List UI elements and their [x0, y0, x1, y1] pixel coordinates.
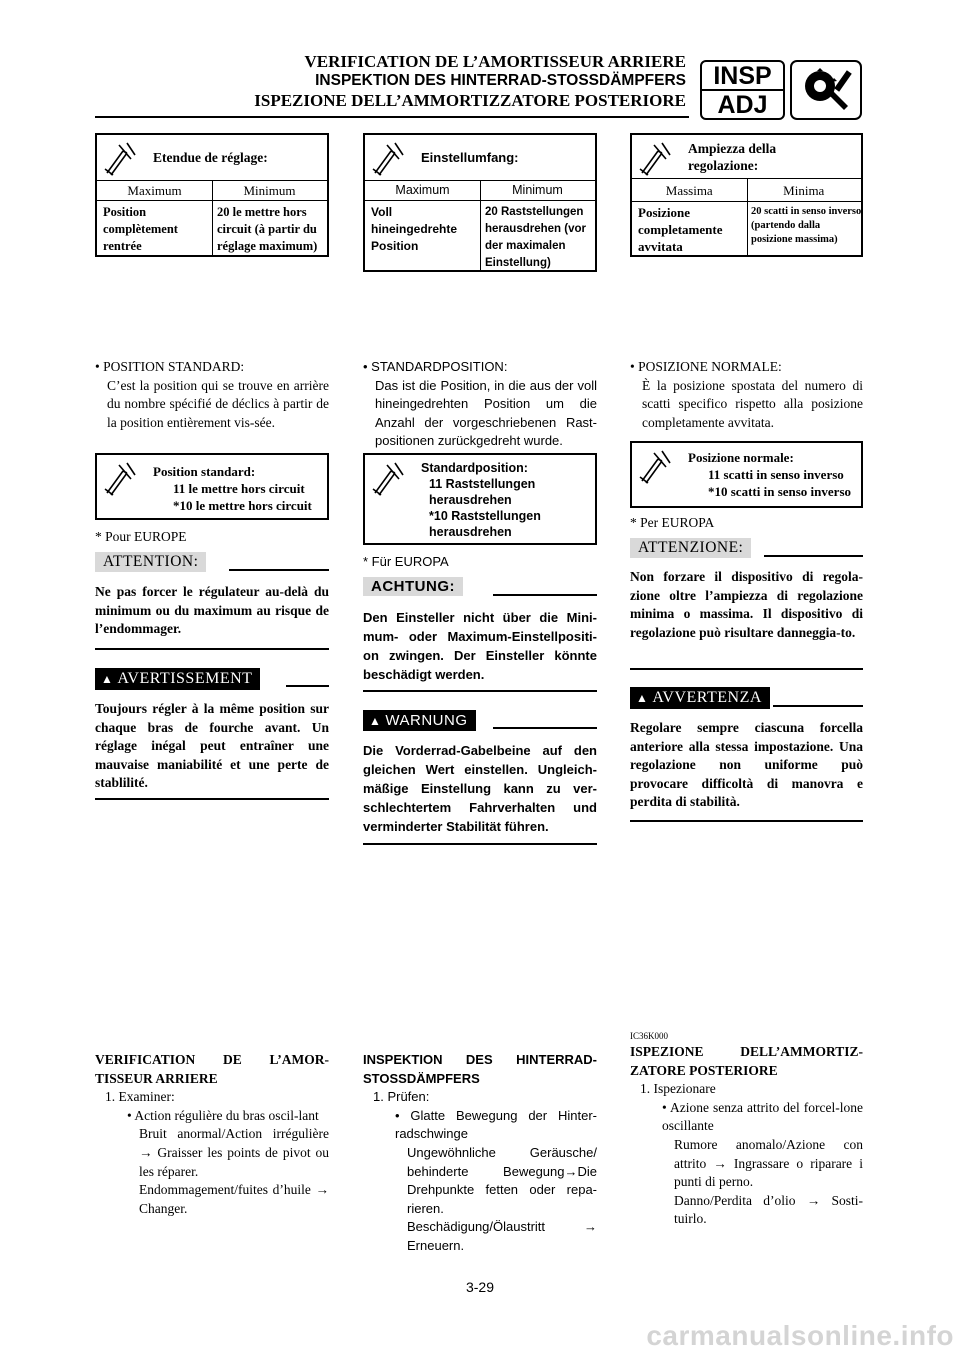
- warning-tag: [363, 710, 476, 731]
- title-fr: VERIFICATION DE L’AMORTISSEUR ARRIERE: [304, 52, 686, 71]
- page-number: 3-29: [465, 1279, 495, 1295]
- attention-text-fr: Ne pas forcer le régulateur au-delà du minimum ou du maximum au risque de l’endommager.: [95, 584, 329, 637]
- std-title: • STANDARDPOSITION:: [363, 359, 508, 374]
- spec-table-fr: [95, 133, 329, 257]
- col-max: Maximum: [127, 183, 182, 198]
- std-text: È la posizione spostata del numero di scatti specifico rispetto alla posizione completamente avvitata.: [642, 377, 863, 430]
- spec-min-value: 20 Raststellungen herausdrehen (vor der maximalen Einstellung): [485, 206, 586, 269]
- section-it: [630, 1043, 863, 1229]
- spec-max-value: Posizione completamente avvitata: [638, 205, 723, 254]
- footnote-de: * Für EUROPA: [363, 554, 449, 569]
- warning-tag: [630, 687, 770, 709]
- attention-tag: ATTENZIONE:: [630, 538, 751, 558]
- spec-min-value: 20 le mettre hors circuit (à partir du réglage maximum): [217, 205, 318, 253]
- bullet-2: Rumore anomalo/Azione con attrito → Ingrassare o riparare i punti di perno.: [674, 1136, 863, 1190]
- section-title: ISPEZIONE DELL’AMMORTIZ-ZATORE POSTERIORE: [630, 1044, 863, 1078]
- section-title: INSPEKTION DES HINTERRAD-STOSSDÄMPFERS: [363, 1052, 597, 1086]
- std-box-fr: [95, 453, 329, 520]
- section-fr: [95, 1051, 329, 1218]
- warning-fr: [95, 668, 260, 690]
- std-position-it: [630, 358, 863, 432]
- wrench-note-icon: [636, 447, 680, 485]
- std-box-value-1: 11 Raststellungen herausdrehen: [429, 477, 536, 507]
- warning-label: AVERTISSEMENT: [117, 670, 253, 687]
- warning-text-it: Regolare sempre ciascuna forcella anteriore alla stessa impostazione. Una regolazione non uniforme può provocare difficoltà di manovra e perdita di stabilità.: [630, 720, 863, 810]
- warning-text-fr: Toujours régler à la même position sur chaque bras de fourche avant. Un réglage inégal peut entraîner une mauvaise maniabilité et une perte de stablilité.: [95, 701, 329, 791]
- warning-triangle-icon: ▲: [636, 691, 649, 705]
- std-text: C’est la position qui se trouve en arrière du nombre spécifié de déclics à partir de la position entièrement vis-sée.: [107, 377, 329, 430]
- section-code: IC36K000: [630, 1031, 668, 1041]
- header-rule: [95, 116, 689, 118]
- bullet-3: Beschädigung/Ölaustritt → Erneuern.: [407, 1219, 597, 1253]
- title-it: ISPEZIONE DELL’AMMORTIZZATORE POSTERIORE: [254, 91, 686, 110]
- spec-max-value: Voll hineingedrehte Position: [371, 205, 458, 253]
- std-box-value-2: *10 scatti in senso inverso: [708, 484, 851, 499]
- spec-table-de: [363, 133, 597, 272]
- spec-min-value: 20 scatti in senso inverso (partendo dalla posizione massima): [751, 206, 862, 245]
- std-box-value-1: 11 scatti in senso inverso: [708, 467, 844, 482]
- title-de: INSPEKTION DES HINTERRAD-STOSSDÄMPFERS: [315, 72, 686, 89]
- warning-tag: [95, 668, 260, 690]
- step-1: 1. Ispezionare: [640, 1081, 716, 1097]
- std-box-it: [630, 441, 863, 508]
- std-text: Das ist die Position, in die aus der voll hineingedrehten Position um die Anzahl der vorgeschriebenen Rast-positionen zurückgedreht wurde.: [375, 377, 597, 449]
- bullet-1: • Action régulière du bras oscil-lant: [127, 1107, 319, 1123]
- bullet-2: Bruit anormal/Action irrégulière → Graisser les points de pivot ou les réparer.: [139, 1126, 329, 1179]
- col-min: Minimum: [243, 183, 296, 198]
- col-max: Maximum: [395, 183, 450, 197]
- spec-table-it: [630, 133, 863, 257]
- step-1: 1. Prüfen:: [373, 1089, 430, 1105]
- std-box-value-2: *10 le mettre hors circuit: [173, 498, 312, 513]
- badge-insp: INSP: [702, 62, 783, 91]
- std-box-value-2: *10 Raststellungen herausdrehen: [429, 509, 541, 539]
- badge-adj: ADJ: [717, 91, 768, 119]
- attention-text-de: Den Einsteller nicht über die Mini-mum- oder Maximum-Einstellpositi-on zwingen. Der Einsteller könnte beschädigt werden.: [363, 610, 597, 682]
- footnote-it: * Per EUROPA: [630, 515, 715, 530]
- std-box-label: Position standard:: [153, 464, 256, 479]
- attention-tag: ACHTUNG:: [363, 577, 463, 596]
- section-title: VERIFICATION DE L’AMOR-TISSEUR ARRIERE: [95, 1052, 329, 1086]
- warning-triangle-icon: ▲: [101, 672, 114, 686]
- warning-label: AVVERTENZA: [652, 689, 762, 706]
- bullet-2: Ungewöhnliche Geräusche/ behinderte Bewegung→Die Drehpunkte fetten oder repa-rieren.: [407, 1144, 597, 1216]
- attention-tag: ATTENTION:: [95, 552, 206, 572]
- warning-de: [363, 710, 476, 731]
- spec-label: Ampiezza della regolazione:: [688, 141, 777, 173]
- std-box-de: [363, 453, 597, 545]
- wrench-gear-icon: [790, 60, 862, 120]
- watermark: carmanualsonline.info: [646, 1320, 954, 1351]
- warning-label: WARNUNG: [385, 712, 468, 729]
- section-de: [363, 1051, 597, 1256]
- std-box-value-1: 11 le mettre hors circuit: [173, 481, 305, 496]
- col-min: Minimum: [512, 183, 563, 197]
- col-max: Massima: [665, 183, 713, 198]
- attention-text-it: Non forzare il dispositivo di regola-zione oltre l’ampiezza di regolazione minima o massima. Il dispositivo di regolazione può risultare danneggia-to.: [630, 569, 863, 640]
- warning-text-de: Die Vorderrad-Gabelbeine auf den gleichen Wert einstellen. Ungleich-mäßige Einstellung kann zu ver-schlechtertem Fahrverhalten und verminderter Stabilität führen.: [363, 743, 597, 834]
- spec-label: Etendue de réglage:: [153, 150, 268, 165]
- spec-max-value: Position complètement rentrée: [103, 205, 178, 253]
- insp-adj-badge: [700, 60, 785, 120]
- std-box-label: Standardposition:: [421, 461, 528, 475]
- footnote-fr: * Pour EUROPE: [95, 529, 187, 544]
- attention-de: [363, 577, 463, 596]
- wrench-note-icon: [101, 459, 145, 497]
- std-title: • POSIZIONE NORMALE:: [630, 359, 782, 374]
- std-title: • POSITION STANDARD:: [95, 359, 245, 374]
- bullet-3: Endommagement/fuites d’huile → Changer.: [139, 1182, 329, 1216]
- std-position-de: [363, 358, 597, 451]
- wrench-note-icon: [369, 459, 413, 497]
- col-min: Minima: [783, 183, 825, 198]
- attention-it: [630, 538, 751, 558]
- bullet-3: Danno/Perdita d’olio → Sosti-tuirlo.: [674, 1192, 863, 1227]
- step-1: 1. Examiner:: [105, 1089, 175, 1105]
- warning-triangle-icon: ▲: [369, 714, 382, 728]
- bullet-1: • Glatte Bewegung der Hinter-radschwinge: [395, 1107, 597, 1142]
- std-box-label: Posizione normale:: [688, 450, 794, 465]
- std-position-fr: [95, 358, 329, 432]
- bullet-1: • Azione senza attrito del forcel-lone oscillante: [662, 1099, 863, 1134]
- warning-it: [630, 687, 770, 709]
- spec-label: Einstellumfang:: [421, 150, 519, 165]
